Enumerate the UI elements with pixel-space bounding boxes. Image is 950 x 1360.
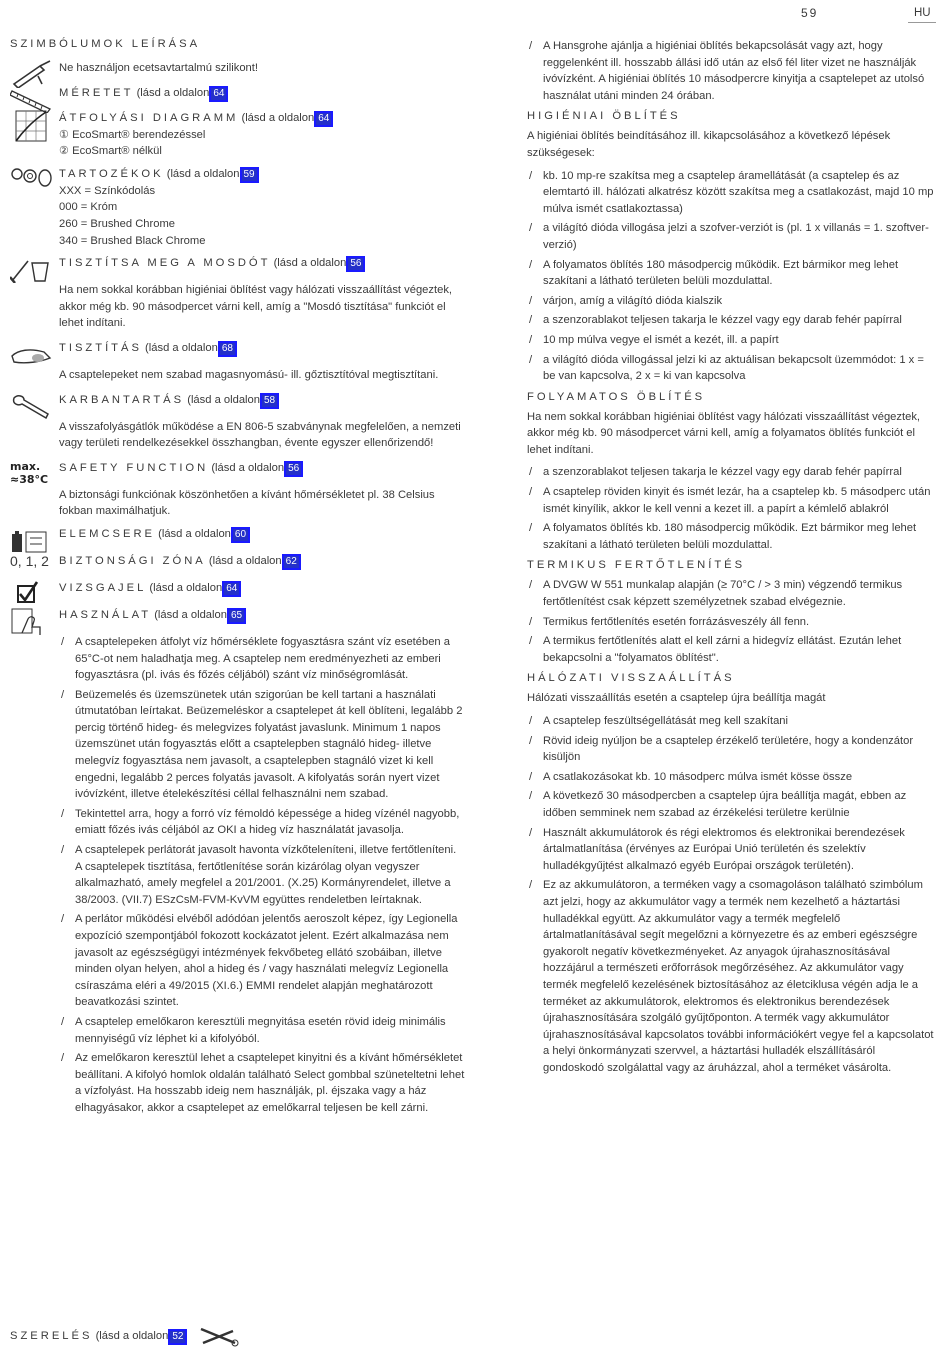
list-item: / A csaptelepek perlátorát javasolt havonta vízkőteleníteni, illetve fertőtleníteni. A csaptelepek tisztítása, fertőtlenítése során kizárólag olyan vegyszer alkalmazható, amely megfelel a 201/2001. (X.25) Kormányrendelet, illetve a 38/2003. (VII.7) ESzCsM-FVM-KvVM együttes rendeletben leírtaknak. xyxy=(59,842,465,908)
right-column xyxy=(527,38,937,1082)
list-item: / Rövid ideig nyúljon be a csaptelep érzékelő területére, hogy a kondenzátor kisüljön xyxy=(527,733,937,766)
tisztitas-page-link[interactable]: 68 xyxy=(218,341,237,357)
elemcsere-title: ELEMCSERE xyxy=(59,527,156,540)
safety-title: SAFETY FUNCTION xyxy=(59,461,209,474)
entry-hasznalat xyxy=(10,607,465,1117)
list-item: / A perlátor működési elvéből adódóan jelentős aeroszolt képez, így Legionella expozíció szempontjából fokozott kockázatot jelent. Ezért alkalmazása nem javasolt az egészségügyi intézmények fekvőbeteg ellátó szobáiban, illetve minden olyan helyen, ahol a hideg és / vagy használati melegvíz Legionella csíraszáma eléri a 49/2015 (XI.6.) EMMI rendelet alapján meghatározott beavatkozási szintet. xyxy=(59,911,465,1011)
entry-karbantartas xyxy=(10,392,465,452)
color-code-line: 000 = Króm xyxy=(59,201,118,214)
safety-page-link[interactable]: 56 xyxy=(284,461,303,477)
list-item: / Tekintettel arra, hogy a forró víz fémoldó képessége a hideg vízénél nagyobb, emiatt főzés ivás céljából az OKI a hideg víz használatát javasolja. xyxy=(59,806,465,839)
hasznalat-ref: (lásd a oldalon xyxy=(154,608,227,621)
list-item: / Használt akkumulátorok és régi elektromos és elektronikai berendezések ártalmatlanítása (érvényes az Európai Unió területén és szelektív hulladékgyűjtést alkalmazó egyéb Európai országok területén). xyxy=(527,825,937,875)
szereles-ref: (lásd a oldalon xyxy=(95,1329,169,1342)
list-item: / A csaptelepeken átfolyt víz hőmérséklete fogyasztásra szánt víz esetében a 65°C-ot nem haladhatja meg. A csaptelep nem eredményezheti az emberi fogyasztásra (pl. ivás és főzés céljából) szánt víz minőségromlását. xyxy=(59,634,465,684)
no-vinegar-text: Ne használjon ecetsavtartalmú szilikont! xyxy=(59,62,258,74)
list-item: / Az emelőkaron keresztül lehet a csaptelepet kinyitni és a kívánt hőmérsékletet beállítani. A kifolyó homlok oldalán található Select gombbal szüneteltetni lehet a vízfolyást. Ha hosszabb ideig nem használják, pl. éjszaka vagy a ház elhagyásakor, akkor a csaptelepet az emelőkarral teljesen be kell zárni. xyxy=(59,1050,465,1116)
zona-ref: (lásd a oldalon xyxy=(208,554,282,567)
list-item: / A DVGW W 551 munkalap alapján (≥ 70°C / > 3 min) végzendő termikus fertőtlenítést csak képzett személyzetnek szabad elvégeznie. xyxy=(527,577,937,610)
entry-tartozekok xyxy=(10,166,465,249)
left-column xyxy=(10,38,465,1123)
meretek-title: MÉRETET xyxy=(59,86,134,99)
list-item: / Beüzemelés és üzemszünetek után szigorúan be kell tartani a használati útmutatóban leírtakat. Beüzemeléskor a csaptelepet át kell öblíteni, legalább 2 percig történő hideg- és melegvizes folyatást javaslunk. Minimum 1 napos üzemszünet után fogyasztás előtt a csaptelepben stagnáló hideg- illetve melegvíz fogyasztása nem javasolt, a csaptelepben stagnáló vizet ki kell engedni, legalább 2 perces folyatás javasolt. A kifolyatás során nyert vizet ivóvízként, illetve ételekészítési céllal felhasználni nem szabad. xyxy=(59,687,465,803)
tisztitas-text: A csaptelepeket nem szabad magasnyomású- ill. gőztisztítóval megtisztítani. xyxy=(59,368,439,381)
tisztitsa-page-link[interactable]: 56 xyxy=(346,256,365,272)
entry-tisztitas xyxy=(10,340,465,384)
higieniai-text: A higiéniai öblítés beindításához ill. kikapcsolásához a következő lépések szükségesek: xyxy=(527,130,891,159)
accessories-icon xyxy=(10,166,54,194)
elemcsere-page-link[interactable]: 60 xyxy=(231,527,250,543)
tisztitsa-title: TISZTÍTSA MEG A MOSDÓT xyxy=(59,257,271,270)
meretek-ref: (lásd a oldalon xyxy=(136,86,210,99)
tisztitsa-text: Ha nem sokkal korábban higiéniai öblítést vagy hálózati visszaállítást végeztek, akkor még kb. 90 másodpercet várni kell, amíg a "Mosdó tisztítása" funkciót el lehet indítani. xyxy=(59,284,453,330)
halozati-title: HÁLÓZATI VISSZAÁLLÍTÁS xyxy=(527,672,735,685)
flow-diagram-icon xyxy=(10,110,54,144)
meretek-page-link[interactable]: 64 xyxy=(209,86,228,102)
szereles-page-link[interactable]: 52 xyxy=(168,1329,187,1345)
list-item: / a világító dióda villogással jelzi ki az aktuálisan bekapcsolt üzemmódot: 1 x = be van kapcsolva, 2 x = ki van kapcsolva xyxy=(527,352,937,385)
language-code: HU xyxy=(914,7,931,19)
list-item: / várjon, amíg a világító dióda kialszik xyxy=(527,293,937,310)
list-item: / Termikus fertőtlenítés esetén forrázásveszély áll fenn. xyxy=(527,614,937,631)
list-item: / A folyamatos öblítés kb. 180 másodpercig működik. Ezt bármikor meg lehet szakítani a látható területen belüli mozdulattal. xyxy=(527,520,937,553)
entry-tisztitsa xyxy=(10,255,465,332)
folyamatos-list xyxy=(527,464,937,553)
entry-elemcsere xyxy=(10,526,465,543)
vizsgajel-ref: (lásd a oldalon xyxy=(149,581,223,594)
karbantartas-text: A visszafolyásgátlók működése a EN 806-5 szabványnak megfelelően, a nemzeti vagy területi rendelkezésekkel összhangban, évente egyszer ellenőrizendő! xyxy=(59,420,461,450)
language-underline xyxy=(908,22,936,23)
intro-list xyxy=(527,38,937,104)
safety-zone-icon: 0, 1, 2 xyxy=(10,552,49,569)
vizsgajel-title: VIZSGAJEL xyxy=(59,581,147,594)
tisztitas-title: TISZTÍTÁS xyxy=(59,341,142,354)
atfolyasi-page-link[interactable]: 64 xyxy=(314,111,333,127)
vizsgajel-page-link[interactable]: 64 xyxy=(222,581,241,597)
checkmark-icon xyxy=(10,580,54,608)
folyamatos-title: FOLYAMATOS ÖBLÍTÉS xyxy=(527,390,706,403)
tartozekok-ref: (lásd a oldalon xyxy=(166,167,240,180)
list-item: / A csaptelep röviden kinyit és ismét lezár, ha a csaptelep kb. 5 másodperc után ismét kinyílik, akkor le kell venni a kezet ill. a papírt a kémlelő ablakról xyxy=(527,484,937,517)
higieniai-list xyxy=(527,168,937,385)
termikus-list xyxy=(527,577,937,666)
karbantartas-ref: (lásd a oldalon xyxy=(187,393,260,406)
ruler-icon xyxy=(10,85,54,113)
max-label: max. xyxy=(10,459,41,473)
color-code-line: XXX = Színkódolás xyxy=(59,184,156,197)
higieniai-title: HIGIÉNIAI ÖBLÍTÉS xyxy=(527,110,681,123)
list-item: / Ez az akkumulátoron, a terméken vagy a csomagoláson található szimbólum azt jelzi, hogy az akkumulátor vagy a termék nem kezelhető a háztartási hulladékkal együtt. Az akkumulátor vagy a termék megfelelő ártalmatlanításával segít megelőzni a környezetre és az emberi egészségre gyakorolt negatív következményeket. Az anyagok újrahasznosításával hozzájárul a természeti erőforrások megőrzéséhez. Az akkumulátor vagy termék megfelelő kezelésének biztosításához az életciklusa végén adja le a terméket az akkumulátorok, elektromos és elektronikus berendezések újrahasznosítására szolgáló gyűjtőponton. A termék vagy akkumulátor újrahasznosításával kapcsolatos további információkért vegye fel a kapcsolatot a helyi önkormányzati szervvel, a háztartási hulladék elszállításáról gondoskodó szolgálattal vagy az áruházzal, ahol a terméket vásárolta. xyxy=(527,877,937,1076)
page-number: 59 xyxy=(801,6,819,20)
hasznalat-page-link[interactable]: 65 xyxy=(227,608,246,624)
bucket-cleaning-icon xyxy=(10,255,54,283)
hasznalat-title: HASZNÁLAT xyxy=(59,608,152,621)
list-item: / a szenzorablakot teljesen takarja le kézzel vagy egy darab fehér papírral xyxy=(527,312,937,329)
hand-touch-icon xyxy=(10,607,54,635)
karbantartas-title: KARBANTARTÁS xyxy=(59,393,185,406)
szereles-title: SZERELÉS xyxy=(10,1329,93,1342)
list-item: / A csaptelep feszültségellátását meg kell szakítani xyxy=(527,713,937,730)
usage-bullet-list xyxy=(59,634,465,1117)
wrench-icon xyxy=(10,392,54,420)
zona-title: BIZTONSÁGI ZÓNA xyxy=(59,554,206,567)
tisztitsa-ref: (lásd a oldalon xyxy=(273,257,347,270)
ecosmart-with: ① EcoSmart® berendezéssel xyxy=(59,128,206,141)
list-item: / A csatlakozásokat kb. 10 másodperc múlva ismét kösse össze xyxy=(527,769,937,786)
safety-ref: (lásd a oldalon xyxy=(211,461,285,474)
temp-label: ≈38°C xyxy=(10,472,49,486)
list-item: / kb. 10 mp-re szakítsa meg a csaptelep áramellátását (a csaptelep és az elemtartó ill. hálózati alkatrész között szakítsa meg a csatlakozást, majd 10 mp múlva ismét csatlakoztassa) xyxy=(527,168,937,218)
elemcsere-ref: (lásd a oldalon xyxy=(158,527,231,540)
halozati-text: Hálózati visszaállítás esetén a csaptelep újra beállítja magát xyxy=(527,692,826,705)
atfolyasi-title: ÁTFOLYÁSI DIAGRAMM xyxy=(59,111,239,124)
karbantartas-page-link[interactable]: 58 xyxy=(260,393,279,409)
list-item: / 10 mp múlva vegye el ismét a kezét, ill. a papírt xyxy=(527,332,937,349)
list-item: / A termikus fertőtlenítés alatt el kell zárni a hidegvíz ellátást. Ezután lehet bekapcsolni a "folyamatos öblítést". xyxy=(527,633,937,666)
list-item: / a szenzorablakot teljesen takarja le kézzel vagy egy darab fehér papírral xyxy=(527,464,937,481)
halozati-list xyxy=(527,713,937,1076)
list-item: / A Hansgrohe ajánlja a higiéniai öblítés bekapcsolását vagy azt, hogy reggelenként ill. hosszabb állási idő után az első fél liter vizet ne használják ivóvízként. A higiéniai öblítés 10 másodpercre kinyitja a csaptelepet az utolsó használat utáni minden 24 órában. xyxy=(527,38,937,104)
termikus-title: TERMIKUS FERTŐTLENÍTÉS xyxy=(527,559,746,572)
section-title: SZIMBÓLUMOK LEÍRÁSA xyxy=(10,38,201,50)
hand-wipe-icon xyxy=(10,340,54,368)
list-item: / a világító dióda villogása jelzi a szofver-verziót is (pl. 1 x villanás = 1. szoftver-verzió) xyxy=(527,220,937,253)
zona-page-link[interactable]: 62 xyxy=(282,554,301,570)
entry-safety xyxy=(10,460,465,520)
entry-zona xyxy=(10,553,465,570)
ecosmart-without: ② EcoSmart® nélkül xyxy=(59,145,162,158)
folyamatos-text: Ha nem sokkal korábban higiéniai öblítést vagy hálózati visszaállítást végeztek, akkor még kb. 90 másodpercet várni kell, amíg a folyamatos öblítés funkciót el lehet indítani. xyxy=(527,410,921,456)
list-item: / A folyamatos öblítés 180 másodpercig működik. Ezt bármikor meg lehet szakítani a látható területen belüli mozdulattal. xyxy=(527,257,937,290)
max-temperature-icon xyxy=(10,460,54,488)
entry-no-vinegar xyxy=(10,60,465,77)
entry-meretek xyxy=(10,85,465,102)
list-item: / A következő 30 másodpercben a csaptelep újra beállítja magát, ebben az időben semminek nem szabad az érzékelési területre kerülnie xyxy=(527,788,937,821)
color-code-line: 340 = Brushed Black Chrome xyxy=(59,234,206,247)
color-code-line: 260 = Brushed Chrome xyxy=(59,217,175,230)
tisztitas-ref: (lásd a oldalon xyxy=(145,341,218,354)
battery-icon xyxy=(10,526,54,554)
footer-szereles xyxy=(10,1325,239,1347)
entry-vizsgajel xyxy=(10,580,465,597)
list-item: / A csaptelep emelőkaron keresztüli megnyitása esetén rövid ideig minimális mennyiségű víz léphet ki a kifolyóból. xyxy=(59,1014,465,1047)
tartozekok-title: TARTOZÉKOK xyxy=(59,167,164,180)
entry-atfolyasi xyxy=(10,110,465,160)
tools-icon xyxy=(199,1325,239,1347)
atfolyasi-ref: (lásd a oldalon xyxy=(241,111,315,124)
safety-text: A biztonsági funkciónak köszönhetően a kívánt hőmérsékletet pl. 38 Celsius fokban maximálhatjuk. xyxy=(59,488,435,518)
tartozekok-page-link[interactable]: 59 xyxy=(240,167,259,183)
